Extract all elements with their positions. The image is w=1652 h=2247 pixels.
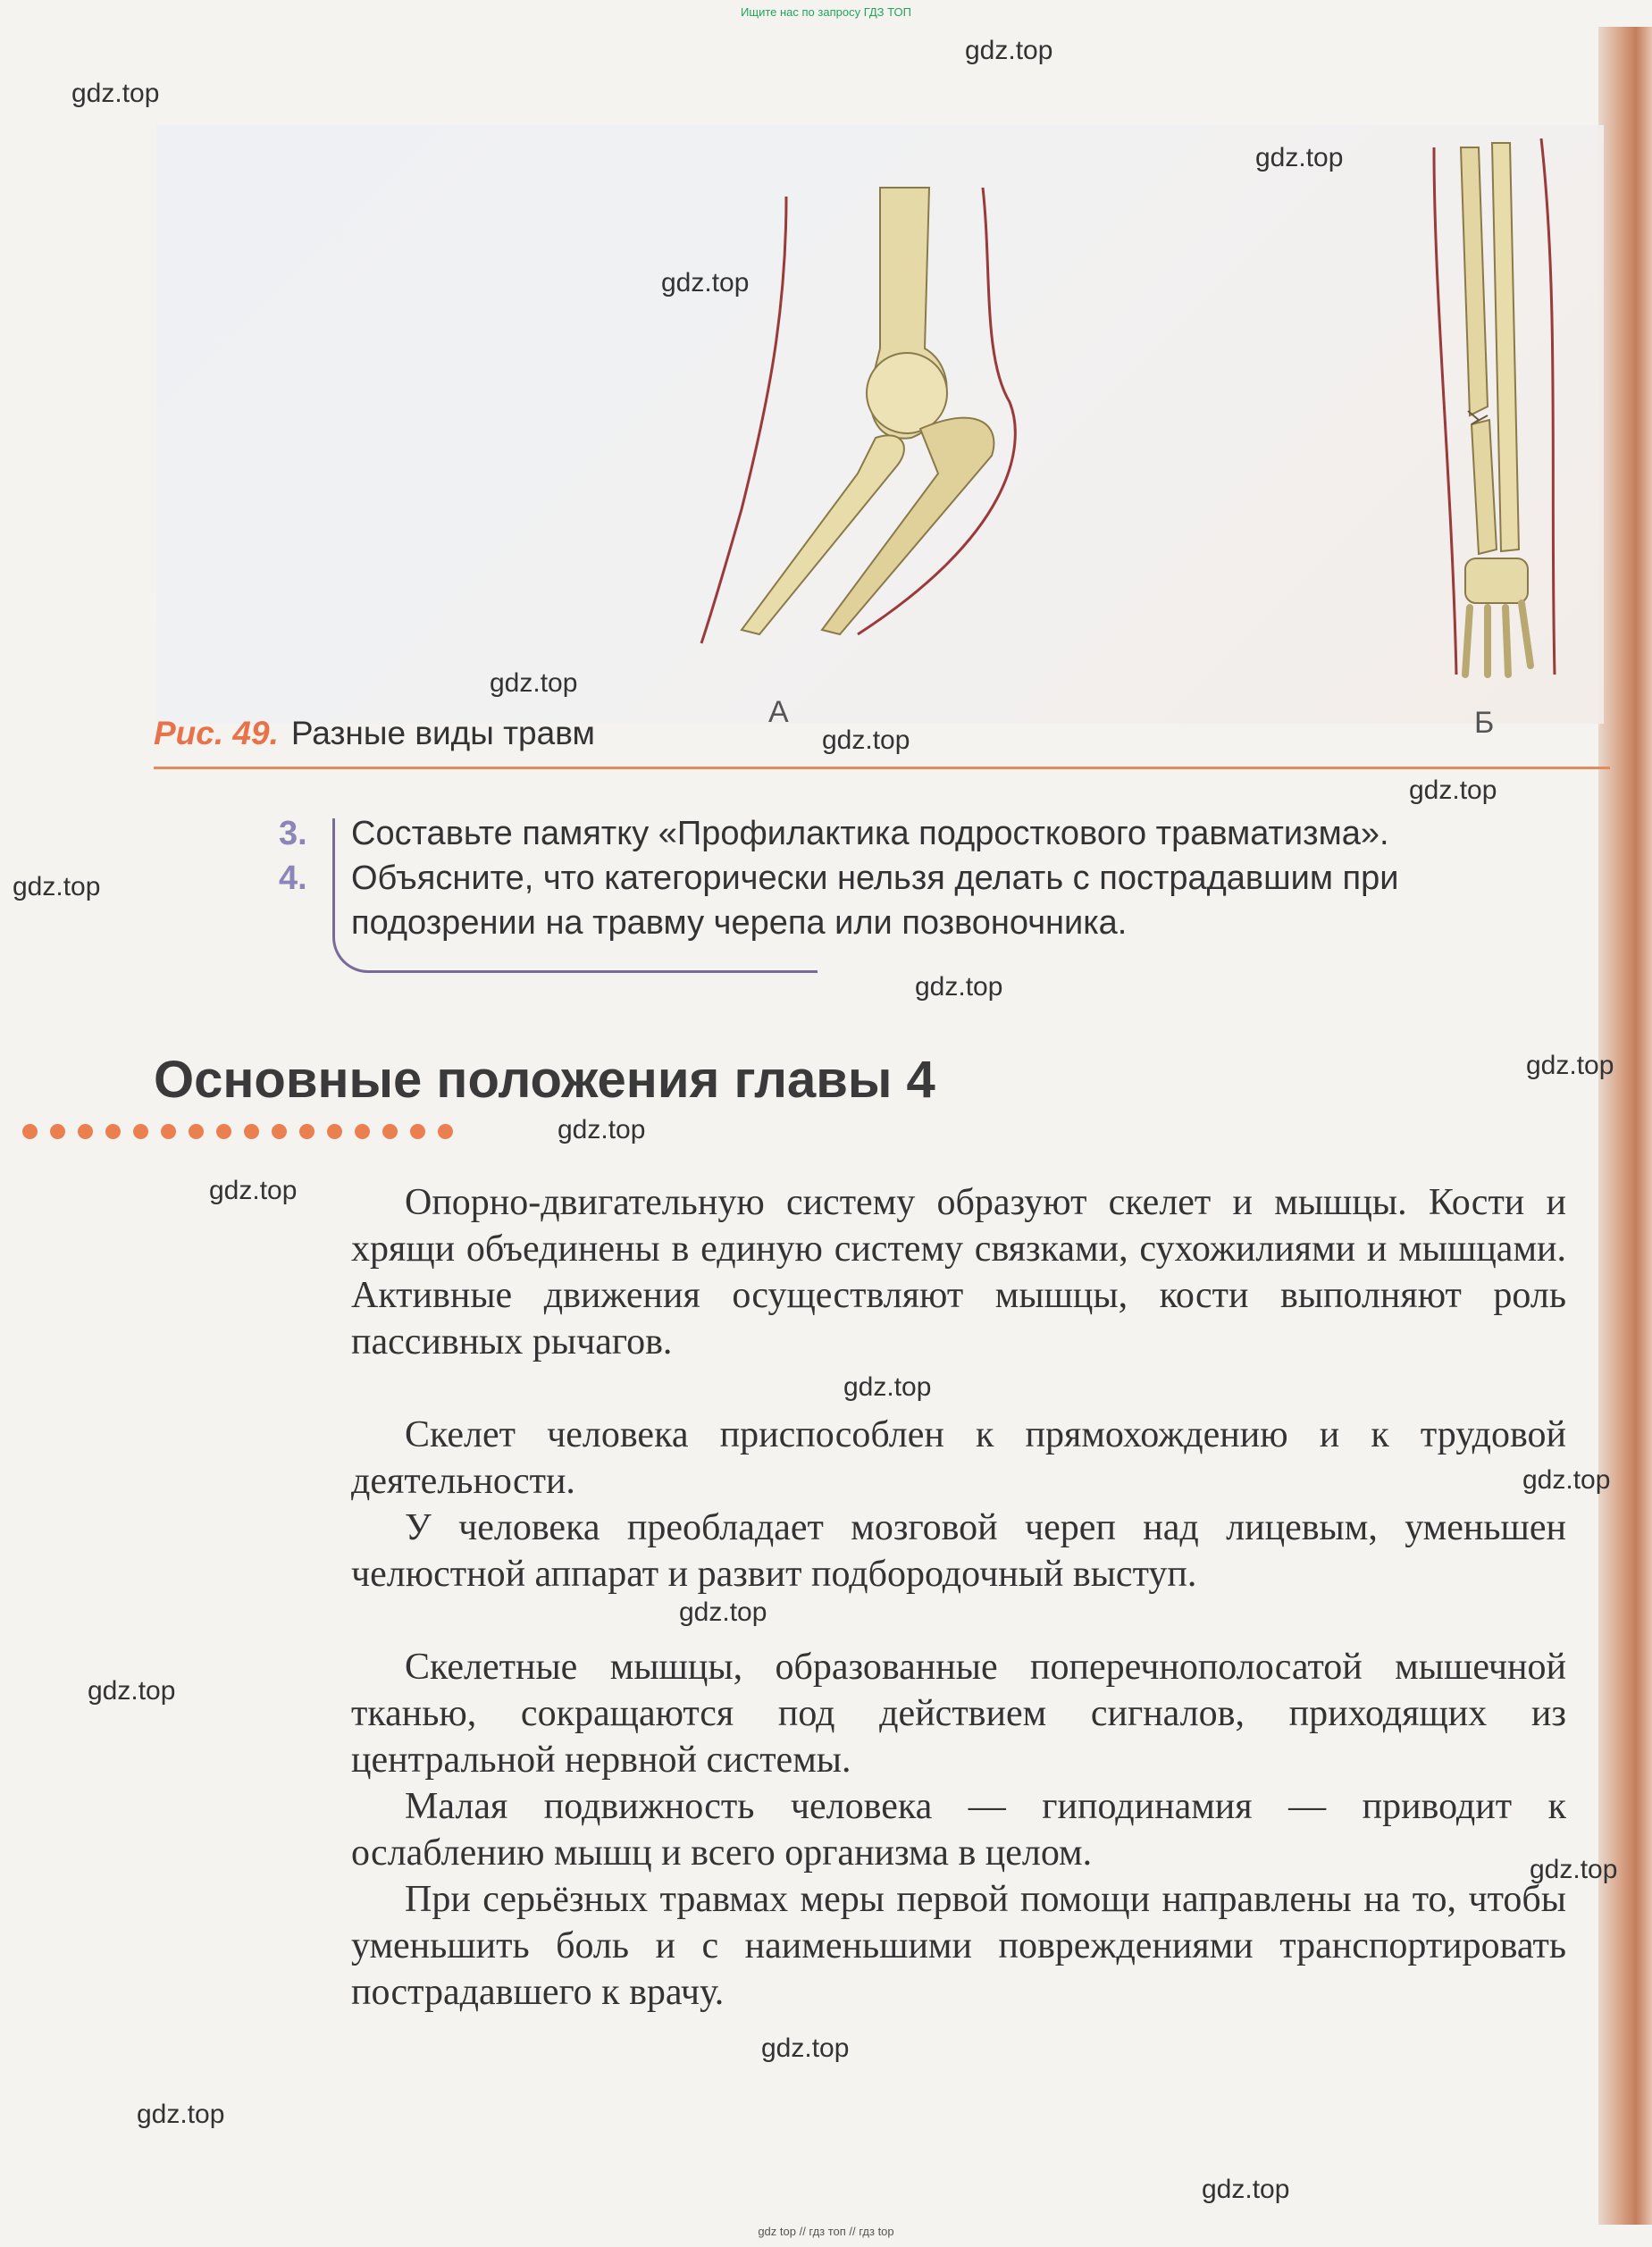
figure-label-a: А <box>768 695 789 729</box>
paragraph-3: У человека преобладает мозговой череп над лицевым, уменьшен челюстной аппарат и развит подбородочный выступ. <box>351 1507 1566 1595</box>
watermark: gdz.top <box>661 268 750 298</box>
watermark: gdz.top <box>88 1676 176 1706</box>
radius-bone-b-lower <box>1472 420 1497 554</box>
task-4-text-line2: подозрении на травму черепа или позвоночника. <box>351 904 1128 942</box>
figure-caption-number: Рис. 49. <box>154 715 279 751</box>
task-3-text: Составьте памятку «Профилактика подросткового травматизма». <box>351 815 1389 852</box>
watermark: gdz.top <box>71 79 160 108</box>
paragraph-6: При серьёзных травмах меры первой помощи направлены на то, чтобы уменьшить боль и с наименьшими повреждениями транспортировать пострадавшего к врачу. <box>351 1879 1566 2013</box>
watermark: gdz.top <box>965 36 1053 65</box>
figure-label-b: Б <box>1474 706 1495 740</box>
radius-bone-b <box>1461 147 1488 415</box>
bottom-link[interactable]: gdz top // гдз топ // гдз top <box>758 2225 894 2238</box>
watermark: gdz.top <box>822 725 910 755</box>
watermark: gdz.top <box>679 1597 767 1627</box>
ulna-bone-b <box>1492 143 1519 551</box>
decorative-dots <box>22 1124 451 1142</box>
finger-bones <box>1465 603 1530 675</box>
task-4-text-line1: Объясните, что категорически нельзя делать с пострадавшим при <box>351 859 1399 897</box>
task-3-number: 3. <box>279 815 307 852</box>
watermark: gdz.top <box>761 2033 850 2063</box>
humerus-head <box>867 353 947 433</box>
top-link[interactable]: Ищите нас по запросу ГДЗ ТОП <box>741 5 911 19</box>
watermark: gdz.top <box>1409 776 1497 805</box>
page-edge-shadow <box>1598 27 1652 2225</box>
watermark: gdz.top <box>13 872 101 901</box>
watermark: gdz.top <box>915 972 1003 1002</box>
watermark: gdz.top <box>1530 1855 1618 1884</box>
arm-outline-left <box>701 197 786 643</box>
paragraph-4: Скелетные мышцы, образованные поперечнополосатой мышечной тканью, сокращаются под действием сигналов, приходящих из центральной нервной системы. <box>351 1647 1566 1781</box>
figure-caption <box>154 715 595 752</box>
watermark: gdz.top <box>843 1372 932 1402</box>
watermark: gdz.top <box>209 1176 298 1205</box>
task-4-number: 4. <box>279 859 307 897</box>
paragraph-2: Скелет человека приспособлен к прямохождению и к трудовой деятельности. <box>351 1414 1566 1502</box>
figure-caption-text: Разные виды травм <box>290 715 595 751</box>
watermark: gdz.top <box>490 668 578 698</box>
paragraph-1: Опорно-двигательную систему образуют скелет и мышцы. Кости и хрящи объединены в единую систему связками, сухожилиями и мышцами. Активные движения осуществляют мышцы, кости выполняют роль пассивных рычагов. <box>351 1182 1566 1362</box>
caption-divider <box>154 767 1610 769</box>
forearm-outline-right <box>1541 138 1555 675</box>
watermark: gdz.top <box>1522 1465 1611 1495</box>
watermark: gdz.top <box>1255 143 1344 172</box>
wrist-bones <box>1465 558 1528 603</box>
radius-bone <box>742 435 904 634</box>
paragraph-5: Малая подвижность человека — гиподинамия — приводит к ослаблению мышц и всего организма в целом. <box>351 1786 1566 1874</box>
section-title: Основные положения главы 4 <box>154 1051 935 1109</box>
elbow-illustration <box>688 134 1099 688</box>
forearm-fracture-illustration <box>1416 121 1595 692</box>
watermark: gdz.top <box>1202 2175 1290 2204</box>
watermark: gdz.top <box>558 1115 646 1144</box>
watermark: gdz.top <box>137 2100 225 2129</box>
forearm-outline-left <box>1434 147 1456 675</box>
watermark: gdz.top <box>1526 1051 1614 1080</box>
